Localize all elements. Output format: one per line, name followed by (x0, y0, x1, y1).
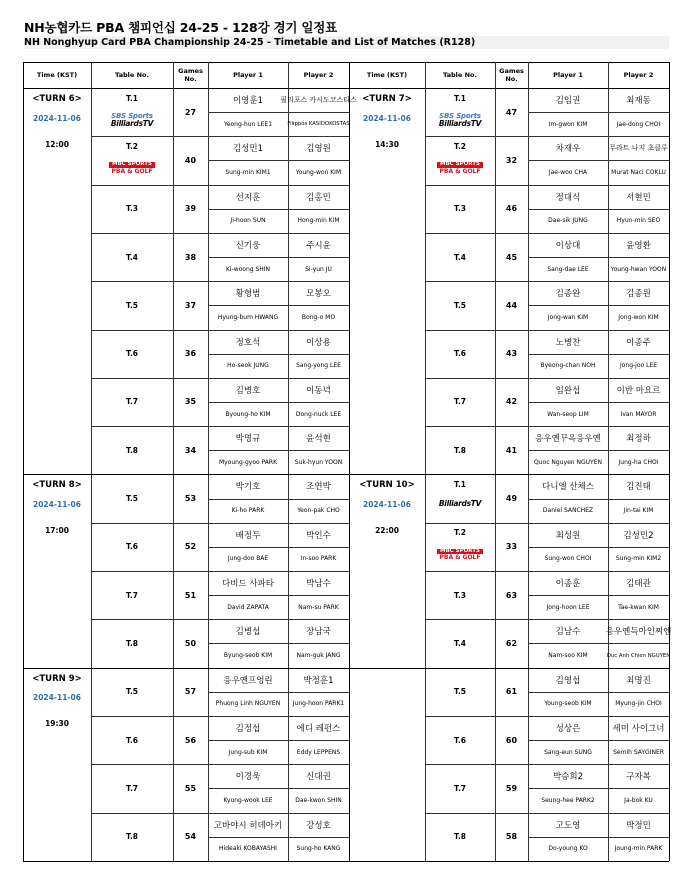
player2-name-en: Suk-hyun YOON (294, 458, 343, 466)
player1-name-en: Byoung-ho KIM (225, 410, 271, 418)
table-number: T.2 (125, 141, 139, 151)
player2-name-en: Si-yun JU (305, 265, 332, 273)
player1-name-kr: 김종완 (555, 289, 581, 300)
game-number: 60 (505, 735, 518, 745)
player2-name-kr: 조연박 (306, 482, 331, 493)
game-number: 36 (184, 349, 197, 359)
player1-name-kr: 최성원 (555, 530, 581, 541)
player1-name-kr: 김병섭 (235, 627, 261, 638)
player2-name-kr: 신대권 (306, 772, 331, 783)
table-number: T.1 (453, 93, 467, 103)
player1-name-en: Dae-sik JUNG (548, 217, 588, 225)
player2-name-en: Tae-kwan KIM (618, 603, 659, 611)
player1-name-en: Ho-seok JUNG (227, 362, 269, 370)
player1-name-kr: 정호석 (235, 337, 261, 348)
player2-name-kr: 무라트 나지 초클루 (609, 144, 668, 153)
game-number: 54 (184, 832, 197, 842)
game-number: 27 (184, 107, 197, 117)
game-number: 40 (184, 155, 197, 165)
player2-name-kr: 김종원 (626, 289, 651, 300)
player2-name-kr: 김태관 (626, 579, 651, 590)
player2-name-kr: 박인수 (306, 530, 331, 541)
table-number: T.8 (453, 445, 467, 455)
turn-time: 19:30 (45, 719, 69, 729)
player1-name-kr: 김임권 (555, 96, 581, 107)
player1-name-kr: 이종훈 (555, 579, 581, 590)
player1-name-kr: 다비드 사파타 (222, 579, 274, 590)
player1-name-en: Daniel SANCHEZ (542, 507, 594, 515)
column-header-table: Table No. (115, 71, 149, 79)
table-number: T.2 (453, 141, 467, 151)
player2-name-kr: 최재동 (626, 96, 651, 107)
player1-name-kr: 김영섭 (555, 675, 581, 686)
table-number: T.8 (125, 638, 139, 648)
table-number: T.4 (453, 638, 467, 648)
player1-name-en: Seung-hee PARK2 (541, 796, 595, 804)
player2-name-en: Sang-yong LEE (296, 362, 341, 370)
table-number: T.6 (125, 542, 139, 552)
mbc-sports-text: MBC SPORTS (437, 162, 483, 168)
player1-name-kr: 배정두 (235, 530, 261, 541)
sbs-sports-text: SBS Sports (439, 111, 481, 120)
table-number: T.6 (125, 349, 139, 359)
row-divider (349, 474, 425, 475)
game-number: 49 (505, 494, 518, 504)
turn-date: 2024-11-06 (33, 693, 81, 703)
player2-name-en: Dong-nuck LEE (295, 410, 342, 418)
table-number: T.5 (125, 687, 139, 697)
player2-name-kr: 응우옌득아인찌엔 (605, 627, 672, 638)
page-title-english: NH Nonghyup Card PBA Championship 24-25 - Timetable and List of Matches (R128) (24, 36, 669, 49)
column-header-p2: Player 2 (623, 71, 654, 79)
player2-name-en: Semih SAYGINER (613, 748, 664, 756)
player2-name-en: Jong-joo LEE (619, 362, 658, 370)
player1-name-kr: 황형범 (235, 289, 261, 300)
player2-name-kr: 장남국 (306, 627, 331, 638)
player1-name-kr: 김정섭 (235, 723, 261, 734)
row-divider (349, 668, 425, 669)
row-divider (23, 62, 669, 63)
page-title-korean: NH농협카드 PBA 챔피언십 24-25 - 128강 경기 일정표 (24, 20, 338, 35)
player1-name-kr: 노병찬 (555, 337, 581, 348)
player1-name-en: David ZAPATA (227, 603, 269, 611)
player1-name-kr: 박기호 (235, 482, 261, 493)
player2-name-en: Young-won KIM (295, 169, 342, 176)
game-number: 56 (184, 735, 197, 745)
player1-name-en: Quoc Nguyen NGUYEN (534, 458, 602, 466)
player2-name-en: Joung-min PARK (614, 845, 663, 853)
table-number: T.7 (453, 397, 467, 407)
game-number: 47 (505, 107, 518, 117)
player2-name-en: Jong-won KIM (618, 313, 659, 321)
player1-name-kr: 응우옌프엉린 (223, 675, 273, 686)
table-number: T.8 (453, 832, 467, 842)
player1-name-en: Kyung-wook LEE (223, 796, 273, 804)
player2-name-en: Filippos KASIDOKOSTAS (287, 121, 350, 128)
table-number: T.5 (125, 300, 139, 310)
player2-name-en: Sung-ho KANG (296, 845, 341, 853)
player1-name-en: Sung-min KIM1 (225, 169, 271, 176)
player1-name-en: Jung-doo BAE (227, 555, 269, 563)
game-number: 61 (505, 687, 518, 697)
game-number: 52 (184, 542, 197, 552)
mbc-sports-pba-golf-logo (425, 542, 495, 568)
player2-name-kr: 강성호 (306, 820, 331, 831)
turn-label: <TURN 7> (362, 94, 412, 104)
turn-label: <TURN 8> (32, 480, 82, 491)
turn-date: 2024-11-06 (363, 499, 411, 509)
player2-name-en: Sung-min KIM2 (615, 555, 662, 563)
mbc-sports-pba-golf-logo (91, 155, 173, 181)
turn-time: 17:00 (45, 525, 69, 535)
player1-name-en: Sang-eun SUNG (544, 748, 592, 756)
player2-name-kr: 모봉오 (306, 289, 331, 300)
player2-name-kr: 김진태 (626, 482, 651, 493)
game-number: 45 (505, 252, 518, 262)
player2-name-en: Dae-kwon SHIN (295, 796, 342, 804)
player2-name-kr: 이상용 (306, 337, 331, 348)
row-divider (23, 668, 91, 669)
player2-name-kr: 김홍민 (306, 192, 331, 203)
player1-name-kr: 차재우 (555, 144, 581, 155)
game-number: 32 (505, 155, 518, 165)
player1-name-en: Jae-woo CHA (548, 169, 588, 176)
column-header-game: Games No. (499, 67, 524, 83)
game-number: 58 (505, 832, 518, 842)
column-header-p2: Player 2 (303, 71, 334, 79)
turn-time: 12:00 (45, 139, 69, 149)
table-number: T.3 (125, 204, 139, 214)
table-number: T.6 (125, 735, 139, 745)
player2-name-en: Bong-o MO (301, 313, 336, 321)
player1-name-kr: 임완섭 (555, 385, 581, 396)
row-divider (425, 861, 669, 862)
player2-name-kr: 세미 사이그너 (612, 723, 665, 734)
player1-name-kr: 응우옌꾸옥응우옌 (535, 434, 601, 445)
player1-name-en: Byeong-chan NOH (540, 362, 596, 370)
player1-name-en: Ki-ho PARK (231, 507, 265, 515)
player1-name-en: Jong-wan KIM (547, 313, 589, 321)
game-number: 59 (505, 783, 518, 793)
player2-name-kr: 필리포스 카시도코스타스 (280, 96, 357, 105)
sbs-sports-text: SBS Sports (111, 111, 153, 120)
column-divider (669, 62, 670, 861)
table-number: T.6 (453, 349, 467, 359)
schedule-table (23, 62, 672, 855)
table-number: T.1 (125, 93, 139, 103)
player2-name-en: Jin-tai KIM (623, 507, 654, 515)
player1-name-en: Jung-sub KIM (228, 748, 268, 756)
table-number: T.3 (453, 204, 467, 214)
game-number: 57 (184, 687, 197, 697)
player2-name-kr: 이동녁 (306, 385, 331, 396)
billiards-tv-text: BilliardsTV (438, 498, 482, 508)
player1-name-en: Hyung-bum HWANG (217, 313, 279, 321)
player1-name-kr: 선지훈 (235, 192, 261, 203)
table-number: T.7 (453, 783, 467, 793)
turn-date: 2024-11-06 (33, 499, 81, 509)
column-header-time: Time (KST) (36, 71, 78, 79)
turn-time: 14:30 (375, 139, 399, 149)
player1-name-kr: 고바야시 히데아키 (213, 820, 283, 831)
player2-name-kr: 윤영환 (626, 240, 651, 251)
player1-name-en: Byung-seob KIM (223, 652, 273, 659)
game-number: 38 (184, 252, 197, 262)
table-number: T.7 (125, 397, 139, 407)
row-divider (23, 474, 91, 475)
game-number: 33 (505, 542, 518, 552)
billiards-tv-logo (425, 490, 495, 516)
table-number: T.5 (453, 687, 467, 697)
table-number: T.5 (125, 494, 139, 504)
billiards-tv-text: BilliardsTV (110, 118, 154, 128)
game-number: 43 (505, 349, 518, 359)
game-number: 39 (184, 204, 197, 214)
player1-name-en: Im-gwon KIM (548, 120, 588, 128)
player1-name-en: Sung-won CHOI (544, 555, 592, 563)
game-number: 34 (184, 445, 197, 455)
player1-name-kr: 이경욱 (235, 772, 261, 783)
turn-time: 22:00 (375, 525, 399, 535)
game-number: 46 (505, 204, 518, 214)
player2-name-kr: 윤석현 (306, 434, 331, 445)
player1-name-kr: 고도영 (555, 820, 581, 831)
game-number: 41 (505, 445, 518, 455)
turn-date: 2024-11-06 (363, 113, 411, 123)
player1-name-kr: 성상은 (555, 723, 581, 734)
player1-name-kr: 김남수 (555, 627, 581, 638)
game-number: 62 (505, 638, 518, 648)
player1-name-kr: 이상대 (555, 240, 581, 251)
player2-name-en: Nam-guk JANG (296, 652, 341, 659)
player2-name-en: In-soo PARK (300, 555, 337, 563)
mbc-sports-text: MBC SPORTS (109, 162, 155, 168)
table-number: T.4 (125, 252, 139, 262)
player1-name-en: Ji-hoon SUN (230, 217, 266, 225)
player2-name-en: Yeon-pak CHO (297, 507, 340, 515)
player1-name-en: Hideaki KOBAYASHI (219, 845, 277, 853)
turn-label: <TURN 6> (32, 94, 82, 104)
mbc-sports-text: MBC SPORTS (437, 549, 483, 555)
turn-label: <TURN 10> (359, 480, 415, 491)
table-number: T.8 (125, 832, 139, 842)
table-number: T.7 (125, 783, 139, 793)
player1-name-en: Sang-dae LEE (547, 265, 589, 273)
player1-name-en: Phuong Linh NGUYEN (215, 700, 281, 708)
column-header-table: Table No. (443, 71, 477, 79)
player2-name-kr: 이종주 (626, 337, 651, 348)
player1-name-kr: 박승희2 (552, 772, 584, 783)
player1-name-en: Young-seob KIM (544, 700, 592, 708)
column-divider (23, 62, 24, 861)
game-number: 44 (505, 300, 518, 310)
table-number: T.8 (125, 445, 139, 455)
player2-name-en: Young-hwan YOON (610, 265, 667, 273)
pba-golf-text: PBA & GOLF (439, 167, 481, 175)
player1-name-kr: 신기웅 (235, 240, 261, 251)
player2-name-kr: 구자복 (626, 772, 651, 783)
player2-name-en: Jung-hoon PARK1 (292, 700, 345, 708)
player1-name-kr: 다니엘 산체스 (542, 482, 594, 493)
player2-name-kr: 박정훈1 (303, 675, 334, 686)
game-number: 50 (184, 638, 197, 648)
column-divider (349, 62, 350, 861)
player1-name-kr: 정대식 (555, 192, 581, 203)
game-number: 42 (505, 397, 518, 407)
player2-name-en: Murat Naci COKLU (611, 169, 666, 176)
table-number: T.5 (453, 300, 467, 310)
player1-name-en: Nam-soo KIM (548, 652, 588, 659)
game-number: 51 (184, 590, 197, 600)
player1-name-kr: 박명규 (235, 434, 261, 445)
player2-name-en: Duc Anh Chien NGUYEN (606, 652, 671, 659)
player2-name-en: Jae-dong CHOI (616, 120, 661, 128)
game-number: 35 (184, 397, 197, 407)
player1-name-en: Wan-seop LIM (547, 410, 589, 418)
column-header-game: Games No. (178, 67, 203, 83)
game-number: 55 (184, 783, 197, 793)
player1-name-en: Ki-woong SHIN (225, 265, 271, 273)
player1-name-kr: 김병호 (235, 385, 261, 396)
player1-name-en: Myoung-gyoo PARK (218, 458, 278, 466)
table-number: T.7 (125, 590, 139, 600)
player2-name-en: Eddy LEPPENS (296, 748, 341, 756)
pba-golf-text: PBA & GOLF (111, 167, 153, 175)
player2-name-en: Jung-ha CHOI (618, 458, 659, 466)
column-header-time: Time (KST) (366, 71, 408, 79)
player2-name-kr: 박남수 (306, 579, 331, 590)
player2-name-kr: 서현민 (626, 192, 651, 203)
player2-name-kr: 최명진 (626, 675, 651, 686)
table-number: T.3 (453, 590, 467, 600)
table-number: T.2 (453, 528, 467, 538)
turn-label: <TURN 9> (32, 673, 82, 684)
player1-name-kr: 김성민1 (232, 144, 264, 155)
player2-name-en: Nam-su PARK (298, 603, 339, 611)
sbs-sports-billiards-logo (425, 107, 495, 133)
player2-name-kr: 최정하 (626, 434, 651, 445)
table-number: T.1 (453, 479, 467, 489)
pba-golf-text: PBA & GOLF (439, 554, 481, 562)
player2-name-en: Myung-jin CHOI (615, 700, 662, 708)
player2-name-en: Ivan MAYOR (620, 410, 657, 418)
player1-name-kr: 이영훈1 (232, 96, 264, 107)
column-header-p1: Player 1 (233, 71, 263, 79)
player2-name-kr: 김성민2 (623, 530, 654, 541)
row-divider (91, 861, 349, 862)
turn-date: 2024-11-06 (33, 113, 81, 123)
player2-name-en: Ja-bok KU (624, 796, 653, 804)
game-number: 37 (184, 300, 197, 310)
column-header-p1: Player 1 (553, 71, 583, 79)
billiards-tv-text: BilliardsTV (438, 118, 482, 128)
player1-name-en: Do-young KO (548, 845, 588, 853)
player2-name-kr: 주시윤 (306, 240, 331, 251)
player2-name-kr: 에디 레펀스 (296, 723, 341, 734)
game-number: 53 (184, 494, 197, 504)
player2-name-kr: 박정민 (626, 820, 651, 831)
table-number: T.4 (453, 252, 467, 262)
player1-name-en: Jong-hoon LEE (546, 603, 590, 611)
player2-name-kr: 김영원 (306, 144, 331, 155)
mbc-sports-pba-golf-logo (425, 155, 495, 181)
player1-name-en: Yeong-hun LEE1 (223, 120, 273, 128)
game-number: 63 (505, 590, 518, 600)
sbs-sports-billiards-logo (91, 107, 173, 133)
player2-name-en: Hyun-min SEO (616, 217, 661, 225)
player2-name-kr: 이반 마요르 (616, 385, 661, 396)
player2-name-en: Hong-min KIM (297, 217, 340, 225)
table-number: T.6 (453, 735, 467, 745)
